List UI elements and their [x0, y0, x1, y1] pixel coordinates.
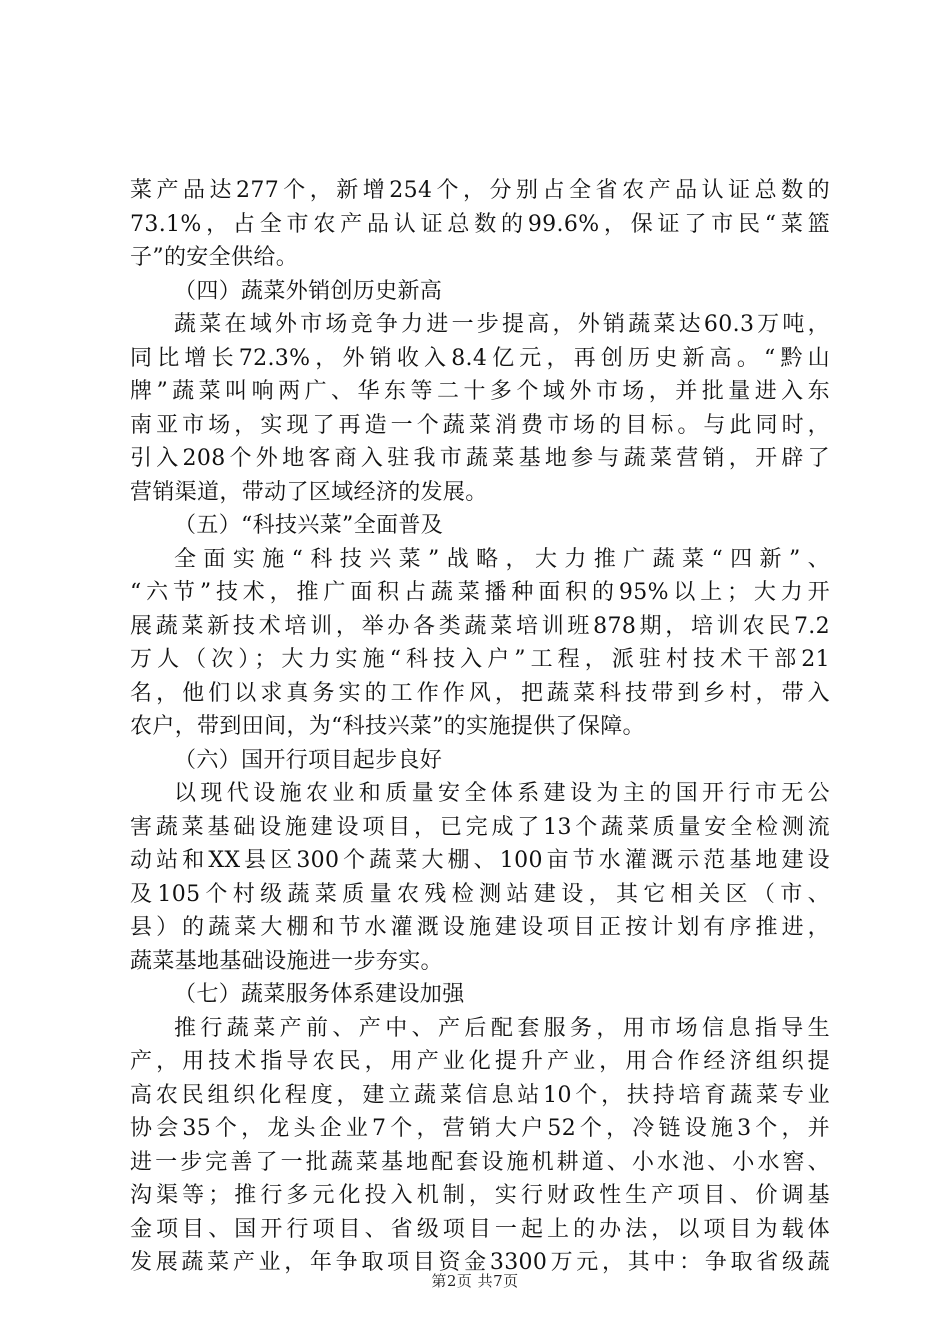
- text-line: 以现代设施农业和质量安全体系建设为主的国开行市无公: [174, 781, 830, 806]
- section-heading: （五）“科技兴菜”全面普及: [174, 513, 444, 538]
- text-line: 菜产品达277个，新增254个，分别占全省农产品认证总数的: [130, 178, 830, 203]
- text-line: 全面实施“科技兴菜”战略，大力推广蔬菜“四新”、: [174, 546, 830, 572]
- text-line: 南亚市场，实现了再造一个蔬菜消费市场的目标。与此同时，: [130, 412, 830, 438]
- text-line: 及105个村级蔬菜质量农残检测站建设，其它相关区（市、: [130, 881, 830, 907]
- text-line: 沟渠等；推行多元化投入机制，实行财政性生产项目、价调基: [130, 1183, 830, 1208]
- text-line: “六节”技术，推广面积占蔬菜播种面积的95%以上；大力开: [130, 580, 830, 605]
- section-heading: （七）蔬菜服务体系建设加强: [174, 982, 465, 1007]
- text-line: 73.1%，占全市农产品认证总数的99.6%，保证了市民“菜篮: [130, 211, 830, 237]
- text-line: 展蔬菜新技术培训，举办各类蔬菜培训班878期，培训农民7.2: [130, 613, 830, 639]
- text-line: 子”的安全供给。: [130, 245, 299, 270]
- text-line: 害蔬菜基础设施建设项目，已完成了13个蔬菜质量安全检测流: [130, 814, 830, 840]
- section-heading: （四）蔬菜外销创历史新高: [174, 278, 443, 304]
- text-line: 协会35个，龙头企业7个，营销大户52个，冷链设施3个，并: [130, 1116, 830, 1141]
- text-line: 金项目、国开行项目、省级项目一起上的办法，以项目为载体: [130, 1216, 830, 1242]
- text-line: 营销渠道，带动了区域经济的发展。: [130, 479, 488, 505]
- text-line: 进一步完善了一批蔬菜基地配套设施机耕道、小水池、小水窖、: [130, 1149, 830, 1175]
- page-footer: 第2页 共7页: [431, 1272, 519, 1290]
- text-line: 发展蔬菜产业，年争取项目资金3300万元，其中：争取省级蔬: [130, 1250, 830, 1275]
- text-line: 牌”蔬菜叫响两广、华东等二十多个域外市场，并批量进入东: [130, 379, 830, 404]
- text-line: 动站和XX县区300个蔬菜大棚、100亩节水灌溉示范基地建设: [130, 848, 830, 873]
- text-line: 蔬菜基地基础设施进一步夯实。: [130, 948, 443, 974]
- text-line: 农户，带到田间，为“科技兴菜”的实施提供了保障。: [130, 714, 645, 739]
- document-body: [130, 174, 830, 1280]
- text-line: 同比增长72.3%，外销收入8.4亿元，再创历史新高。“黔山: [130, 345, 830, 371]
- text-line: 蔬菜在域外市场竞争力进一步提高，外销蔬菜达60.3万吨，: [174, 312, 830, 337]
- text-line: 高农民组织化程度，建立蔬菜信息站10个，扶持培育蔬菜专业: [130, 1082, 830, 1108]
- section-heading: （六）国开行项目起步良好: [174, 747, 443, 773]
- text-line: 引入208个外地客商入驻我市蔬菜基地参与蔬菜营销，开辟了: [130, 446, 830, 471]
- text-line: 万人（次）；大力实施“科技入户”工程，派驻村技术干部21: [130, 647, 830, 672]
- text-line: 名，他们以求真务实的工作作风，把蔬菜科技带到乡村，带入: [130, 680, 830, 706]
- text-line: 产，用技术指导农民，用产业化提升产业，用合作经济组织提: [130, 1049, 830, 1074]
- text-line: 县）的蔬菜大棚和节水灌溉设施建设项目正按计划有序推进，: [130, 915, 830, 940]
- text-line: 推行蔬菜产前、产中、产后配套服务，用市场信息指导生: [174, 1015, 830, 1041]
